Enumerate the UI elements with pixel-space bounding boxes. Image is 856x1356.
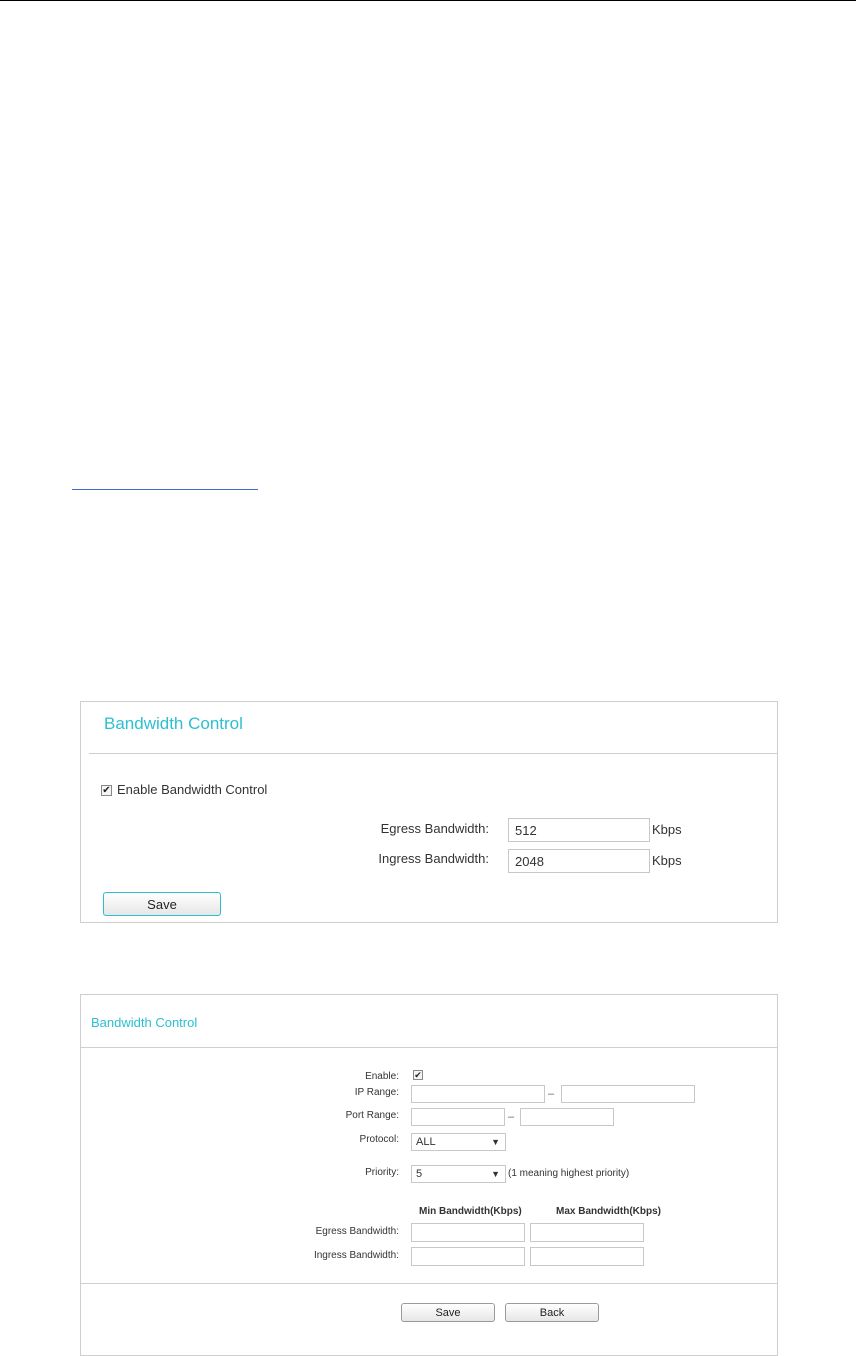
min-bandwidth-header: Min Bandwidth(Kbps) xyxy=(419,1206,522,1217)
panel-title: Bandwidth Control xyxy=(104,714,243,733)
save-button[interactable]: Save xyxy=(401,1303,495,1322)
protocol-value: ALL xyxy=(416,1136,436,1148)
chevron-down-icon: ▼ xyxy=(491,1169,500,1179)
max-bandwidth-header: Max Bandwidth(Kbps) xyxy=(556,1206,661,1217)
protocol-select[interactable] xyxy=(411,1133,506,1151)
priority-select[interactable] xyxy=(411,1165,506,1183)
priority-value: 5 xyxy=(416,1168,423,1180)
footer-divider xyxy=(81,1283,777,1284)
egress-min-input[interactable] xyxy=(411,1223,525,1242)
egress-bandwidth-label: Egress Bandwidth: xyxy=(315,1226,399,1237)
priority-note: (1 meaning highest priority) xyxy=(508,1168,630,1179)
title-divider xyxy=(81,1047,777,1048)
priority-label: Priority: xyxy=(365,1167,399,1178)
ip-range-separator: – xyxy=(548,1088,555,1100)
egress-unit-label: Kbps xyxy=(652,822,682,837)
ip-range-end-input[interactable] xyxy=(561,1085,695,1103)
document-link-underline[interactable] xyxy=(72,489,258,490)
title-divider xyxy=(89,753,777,754)
ip-range-label: IP Range: xyxy=(354,1087,399,1098)
bandwidth-control-panel-basic xyxy=(80,701,778,923)
ingress-bandwidth-input[interactable] xyxy=(508,849,650,873)
protocol-label: Protocol: xyxy=(359,1134,399,1145)
ingress-bandwidth-label: Ingress Bandwidth: xyxy=(378,851,489,866)
port-range-start-input[interactable] xyxy=(411,1108,505,1126)
enable-checkbox[interactable] xyxy=(413,1070,423,1080)
enable-bandwidth-control-label: Enable Bandwidth Control xyxy=(117,782,268,797)
egress-max-input[interactable] xyxy=(530,1223,644,1242)
check-icon: ✔ xyxy=(102,785,111,796)
ingress-max-input[interactable] xyxy=(530,1247,644,1266)
egress-bandwidth-input[interactable] xyxy=(508,818,650,842)
bandwidth-control-panel-rule xyxy=(80,994,778,1356)
enable-label: Enable: xyxy=(365,1071,399,1082)
enable-bandwidth-control-checkbox[interactable] xyxy=(101,785,112,796)
ingress-unit-label: Kbps xyxy=(652,853,682,868)
port-range-end-input[interactable] xyxy=(520,1108,614,1126)
back-button[interactable]: Back xyxy=(505,1303,599,1322)
ingress-min-input[interactable] xyxy=(411,1247,525,1266)
egress-bandwidth-label: Egress Bandwidth: xyxy=(380,821,489,836)
chevron-down-icon: ▼ xyxy=(491,1137,500,1147)
port-range-label: Port Range: xyxy=(345,1110,399,1121)
ip-range-start-input[interactable] xyxy=(411,1085,545,1103)
panel-title: Bandwidth Control xyxy=(91,1015,198,1030)
top-rule xyxy=(0,0,856,1)
check-icon: ✔ xyxy=(414,1070,422,1080)
ingress-bandwidth-label: Ingress Bandwidth: xyxy=(313,1250,399,1261)
save-button[interactable]: Save xyxy=(103,892,221,916)
port-range-separator: – xyxy=(508,1111,515,1123)
